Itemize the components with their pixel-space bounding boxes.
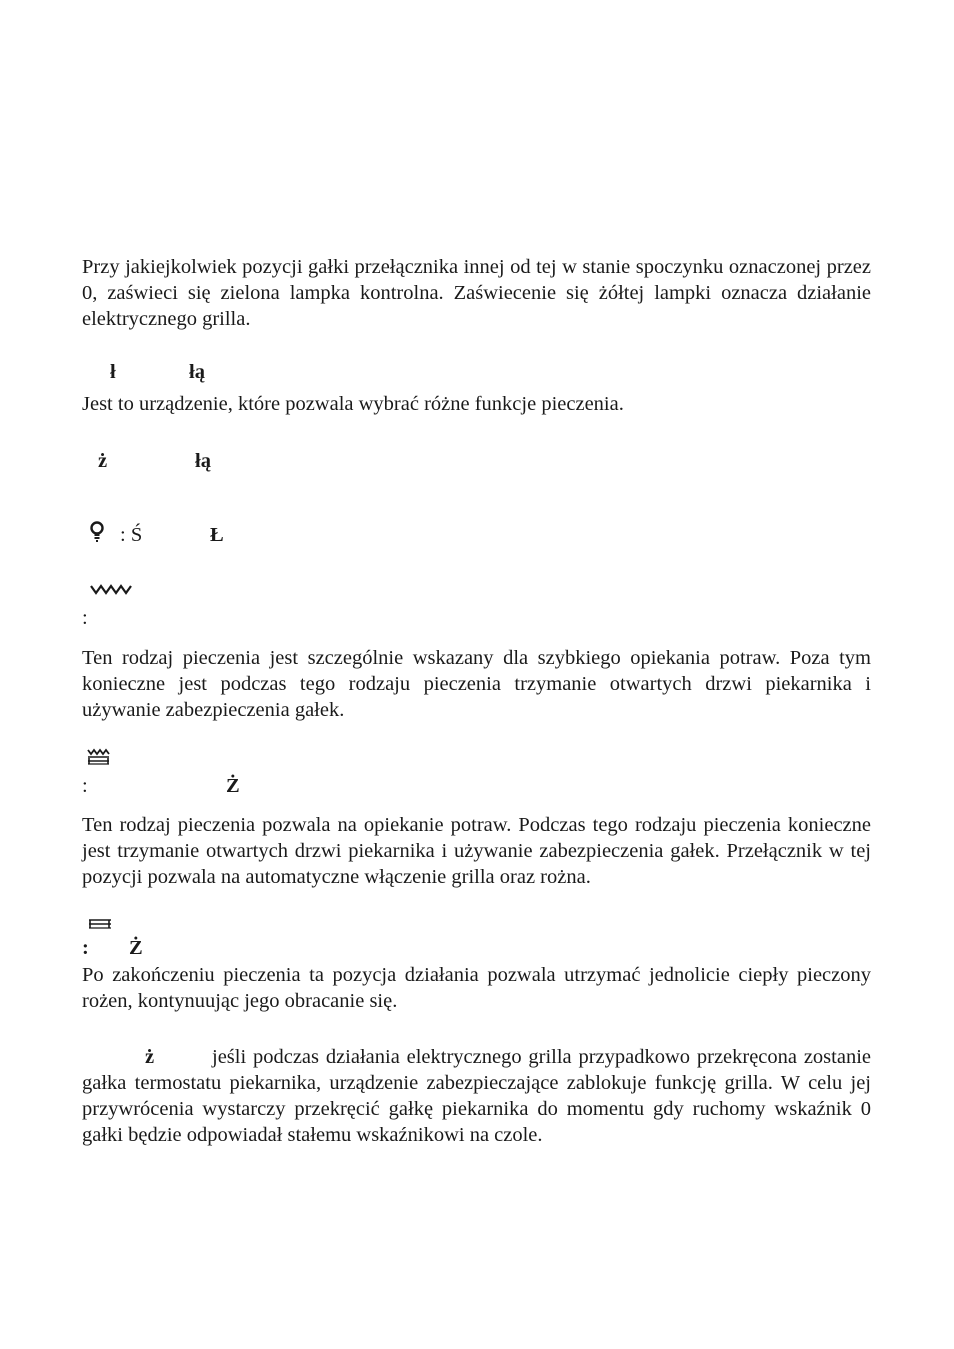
- switch-heading-fragment-2: łą: [189, 361, 205, 383]
- light-item-fragment: Ł: [210, 524, 224, 546]
- spit-icon: [88, 917, 112, 931]
- warning-fragment: ż: [145, 1046, 155, 1068]
- grill-spit-item-fragment: Ż: [226, 775, 240, 797]
- light-item-label: : Ś: [120, 524, 143, 546]
- lightbulb-icon: [89, 521, 105, 543]
- intro-paragraph: Przy jakiejkolwiek pozycji gałki przełącznika innej od tej w stanie spoczynku oznaczonej przez 0, zaświeci się zielona lampka kontrolna. Zaświecenie się żółtej lampki oznacza działanie elektrycznego grilla.: [82, 256, 871, 330]
- switch-heading-fragment-1: ł: [110, 361, 116, 383]
- positions-heading-fragment-1: ż: [98, 450, 108, 472]
- spit-item-colon: :: [82, 937, 89, 959]
- warning-paragraph: jeśli podczas działania elektrycznego grilla przypadkowo przekręcona zostanie gałka termostatu piekarnika, urządzenie zabezpieczające zablokuje funkcję grilla. W celu jej przywrócenia wystarczy przekręcić gałkę piekarnika do momentu gdy ruchomy wskaźnik 0 gałki będzie odpowiadał stałemu wskaźnikowi na czole.: [82, 1046, 871, 1146]
- grill-item-colon: :: [82, 607, 88, 629]
- spit-item-fragment: Ż: [129, 937, 143, 959]
- grill-spit-item-description: Ten rodzaj pieczenia pozwala na opiekanie potraw. Podczas tego rodzaju pieczenia konieczne jest trzymanie otwartych drzwi piekarnika i używanie zabezpieczenia gałek. Przełącznik w tej pozycji pozwala na automatyczne włączenie grilla oraz rożna.: [82, 814, 871, 888]
- grill-spit-item-colon: :: [82, 775, 88, 797]
- spit-item-description: Po zakończeniu pieczenia ta pozycja działania pozwala utrzymać jednolicie ciepły pieczony rożen, kontynuując jego obracanie się.: [82, 964, 871, 1012]
- grill-item-description: Ten rodzaj pieczenia jest szczególnie wskazany dla szybkiego opiekania potraw. Poza tym konieczne jest podczas tego rodzaju pieczenia trzymanie otwartych drzwi piekarnika i używanie zabezpieczenia gałek.: [82, 647, 871, 721]
- positions-heading-fragment-2: łą: [195, 450, 211, 472]
- grill-spit-icon: [87, 743, 111, 767]
- grill-zigzag-icon: [90, 583, 132, 595]
- switch-description: Jest to urządzenie, które pozwala wybrać różne funkcje pieczenia.: [82, 393, 624, 415]
